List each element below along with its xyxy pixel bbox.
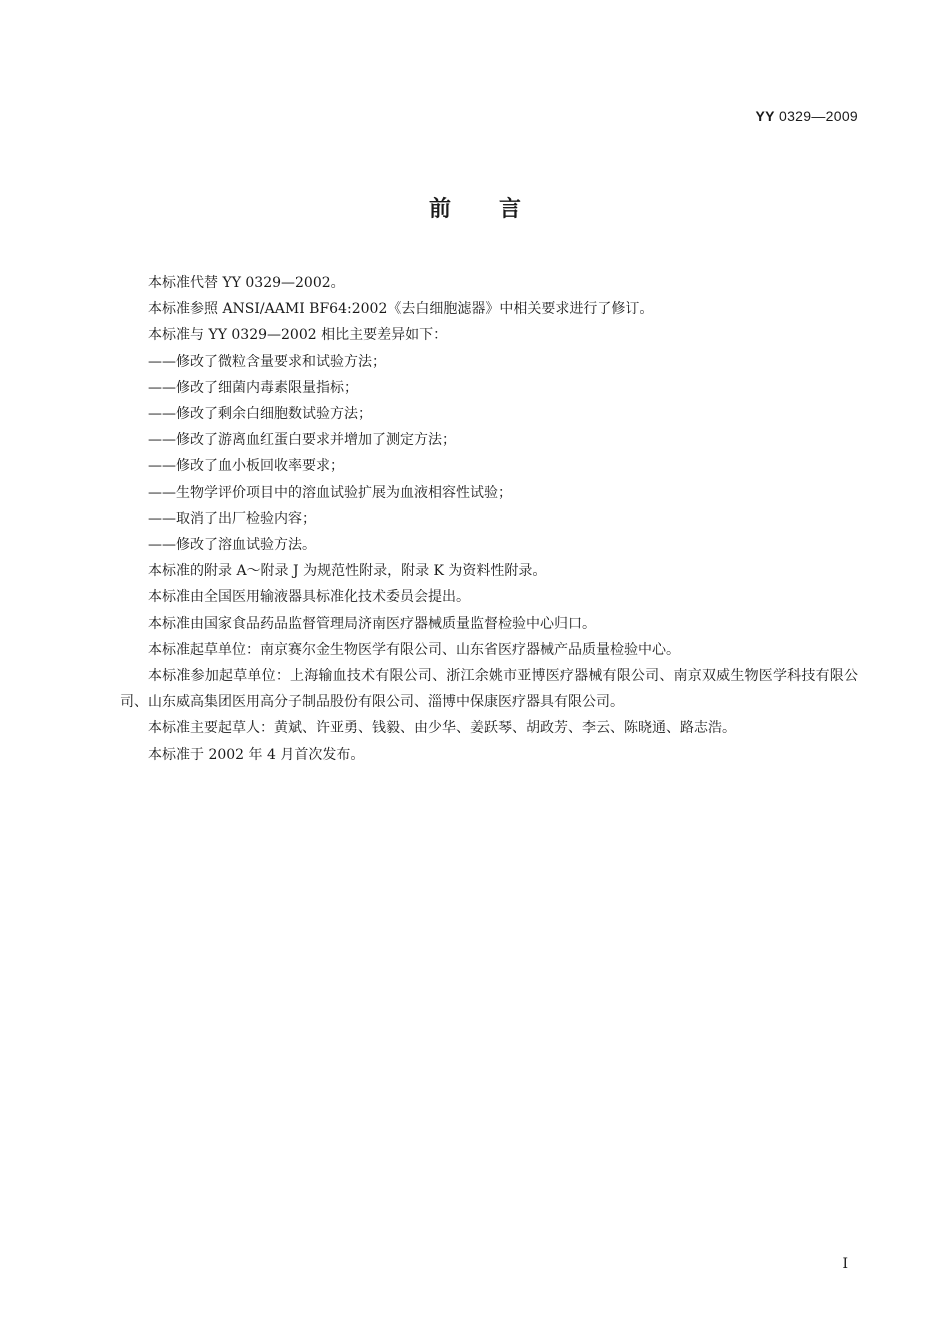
paragraph-appendices: 本标准的附录 A～附录 J 为规范性附录，附录 K 为资料性附录。	[148, 563, 547, 580]
change-item: ——修改了微粒含量要求和试验方法；	[148, 353, 386, 370]
standard-prefix: YY	[755, 108, 775, 124]
paragraph-replaces: 本标准代替 YY 0329—2002。	[148, 275, 345, 291]
paragraph-drafting-units: 本标准起草单位：南京赛尔金生物医学有限公司、山东省医疗器械产品质量检验中心。	[148, 641, 680, 658]
standard-number-header	[756, 108, 858, 124]
change-item: ——修改了剩余白细胞数试验方法；	[148, 406, 372, 423]
paragraph-reference: 本标准参照 ANSI/AAMI BF64:2002《去白细胞滤器》中相关要求进行了修订。	[148, 301, 654, 318]
change-item: ——修改了游离血红蛋白要求并增加了测定方法；	[148, 432, 456, 449]
paragraph-proposed-by: 本标准由全国医用输液器具标准化技术委员会提出。	[148, 589, 470, 606]
change-item: ——生物学评价项目中的溶血试验扩展为血液相容性试验；	[148, 484, 512, 501]
page-number: I	[842, 1256, 848, 1272]
paragraph-first-release: 本标准于 2002 年 4 月首次发布。	[148, 746, 365, 763]
change-item: ——修改了溶血试验方法。	[148, 537, 316, 554]
paragraph-differences-intro: 本标准与 YY 0329—2002 相比主要差异如下：	[148, 327, 448, 344]
change-item: ——修改了血小板回收率要求；	[148, 458, 344, 475]
paragraph-participating-units: 本标准参加起草单位：上海输血技术有限公司、浙江余姚市亚博医疗器械有限公司、南京双威生物医学科技有限公司、山东威高集团医用高分子制品股份有限公司、淄博中保康医疗器具有限公司。	[120, 668, 858, 711]
foreword-body	[120, 270, 858, 768]
page-title: 前言	[428, 197, 569, 222]
standard-number: 0329—2009	[779, 108, 858, 124]
paragraph-main-drafters: 本标准主要起草人：黄斌、许亚勇、钱毅、由少华、姜跃琴、胡政芳、李云、陈晓通、路志浩。	[148, 720, 736, 737]
change-item: ——取消了出厂检验内容；	[148, 510, 316, 527]
change-item: ——修改了细菌内毒素限量指标；	[148, 379, 358, 396]
paragraph-under-jurisdiction: 本标准由国家食品药品监督管理局济南医疗器械质量监督检验中心归口。	[148, 615, 596, 632]
